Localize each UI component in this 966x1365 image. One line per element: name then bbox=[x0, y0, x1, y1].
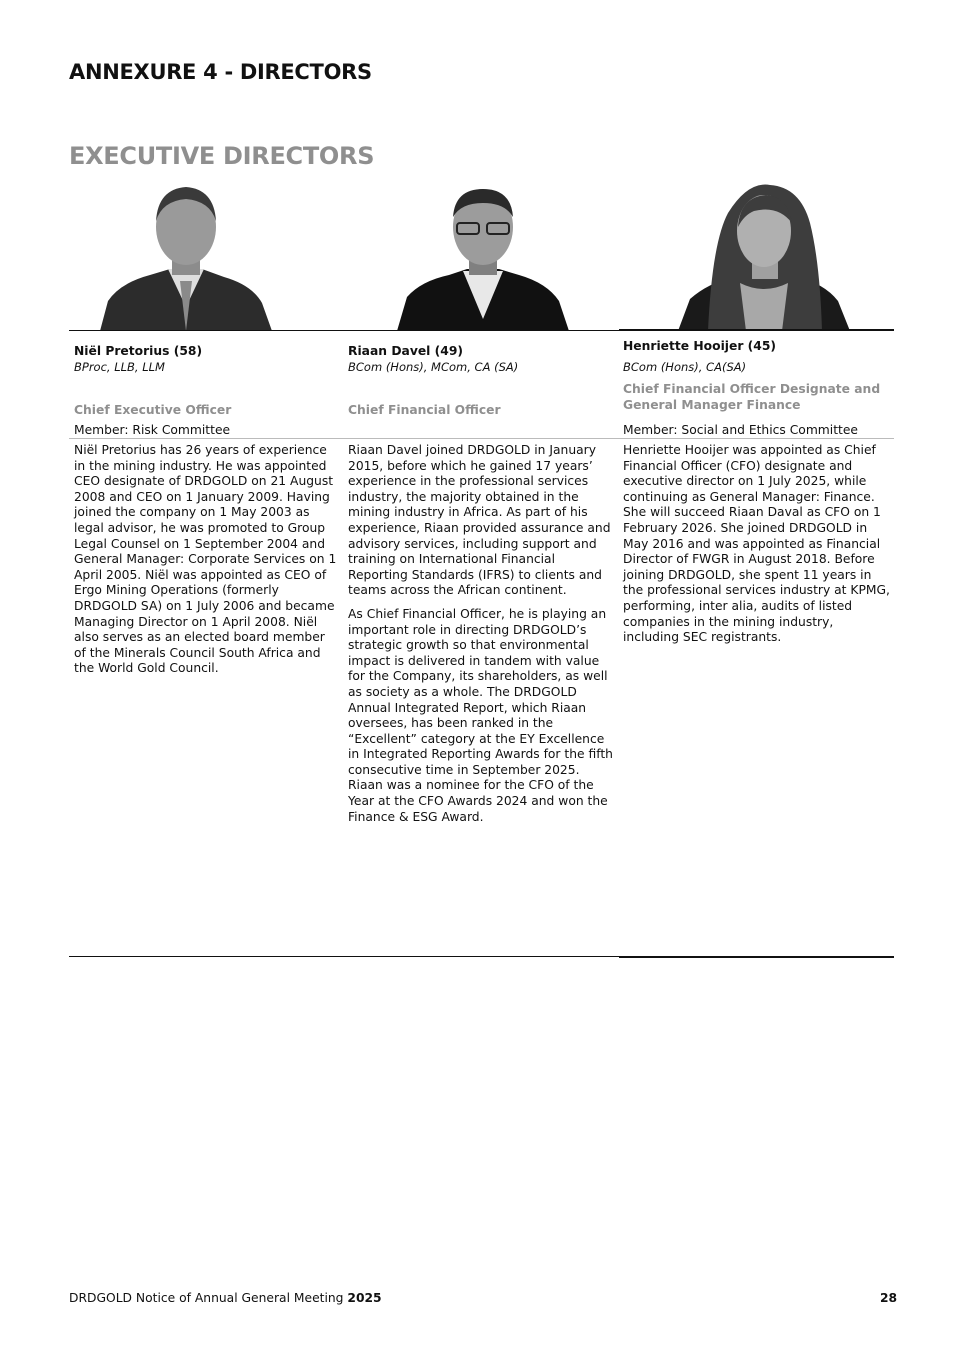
director-role: Chief Executive Officer bbox=[74, 403, 232, 417]
page-number: 28 bbox=[880, 1291, 898, 1305]
membership-divider bbox=[69, 438, 894, 439]
director-role: Chief Financial Officer Designate and General Manager Finance bbox=[623, 382, 881, 412]
section-title: EXECUTIVE DIRECTORS bbox=[69, 142, 375, 170]
header-rule-right bbox=[619, 329, 894, 331]
director-name: Riaan Davel (49) bbox=[348, 344, 464, 358]
director-qualifications: BCom (Hons), CA(SA) bbox=[623, 360, 747, 374]
header-rule-left bbox=[69, 330, 619, 331]
bio-paragraph: Riaan Davel joined DRDGOLD in January 2015, before which he gained 17 years’ experience in the professional services industry, the majority obtained in the mining industry in Africa. As part of his experience, Riaan provided assurance and advisory services, including support and training on International Financial Reporting Standards (IFRS) to clients and teams across the African continent. bbox=[348, 443, 611, 598]
footer-publication-title: DRDGOLD Notice of Annual General Meeting bbox=[69, 1291, 348, 1305]
director-bio bbox=[623, 443, 891, 654]
director-name: Henriette Hooijer (45) bbox=[623, 339, 777, 353]
table-bottom-rule-right bbox=[619, 956, 894, 958]
director-membership: Member: Risk Committee bbox=[74, 423, 231, 437]
bio-paragraph: As Chief Financial Officer, he is playing an important role in directing DRDGOLD’s strategic growth so that environmental impact is delivered in tandem with value for the Company, its shareholders, as well as society as a whole. The DRDGOLD Annual Integrated Report, which Riaan oversees, has been ranked in the “Excellent” category at the EY Excellence in Integrated Reporting Awards for the fifth consecutive time in September 2025. Riaan was a nominee for the CFO of the Year at the CFO Awards 2024 and won the Finance & ESG Award. bbox=[348, 606, 613, 824]
bio-paragraph: Henriette Hooijer was appointed as Chief Financial Officer (CFO) designate and executive director on 1 July 2025, while continuing as General Manager: Finance. She will succeed Riaan Daval as CFO on 1 February 2026. She joined DRDGOLD in May 2016 and was appointed as Financial Director of FWGR in August 2018. Before joining DRDGOLD, she spent 11 years in the professional services industry at KPMG, performing, inter alia, audits of listed companies in the mining industry, including SEC registrants. bbox=[623, 443, 890, 645]
director-role: Chief Financial Officer bbox=[348, 403, 501, 417]
director-membership: Member: Social and Ethics Committee bbox=[623, 423, 858, 437]
director-bio bbox=[348, 443, 616, 833]
director-qualifications: BProc, LLB, LLM bbox=[74, 360, 165, 374]
director-photo-davel bbox=[397, 183, 569, 331]
footer-year: 2025 bbox=[347, 1291, 382, 1305]
director-photo-hooijer bbox=[678, 183, 850, 331]
director-qualifications: BCom (Hons), MCom, CA (SA) bbox=[348, 360, 519, 374]
director-bio bbox=[74, 443, 340, 685]
table-bottom-rule-left bbox=[69, 956, 619, 957]
bio-paragraph: Niël Pretorius has 26 years of experience in the mining industry. He was appointed CEO designate of DRDGOLD on 21 August 2008 and CEO on 1 January 2009. Having joined the company on 1 May 2003 as legal advisor, he was promoted to Group Legal Counsel on 1 September 2004 and General Manager: Corporate Services on 1 April 2005. Niël was appointed as CEO of Ergo Mining Operations (formerly DRDGOLD SA) on 1 July 2006 and became Managing Director on 1 April 2008. Niël also serves as an elected board member of the Minerals Council South Africa and the World Gold Council. bbox=[74, 443, 337, 676]
director-name: Niël Pretorius (58) bbox=[74, 344, 203, 358]
page-title: ANNEXURE 4 - DIRECTORS bbox=[69, 60, 372, 84]
footer-publication bbox=[69, 1291, 382, 1305]
director-photo-pretorius bbox=[100, 183, 272, 331]
